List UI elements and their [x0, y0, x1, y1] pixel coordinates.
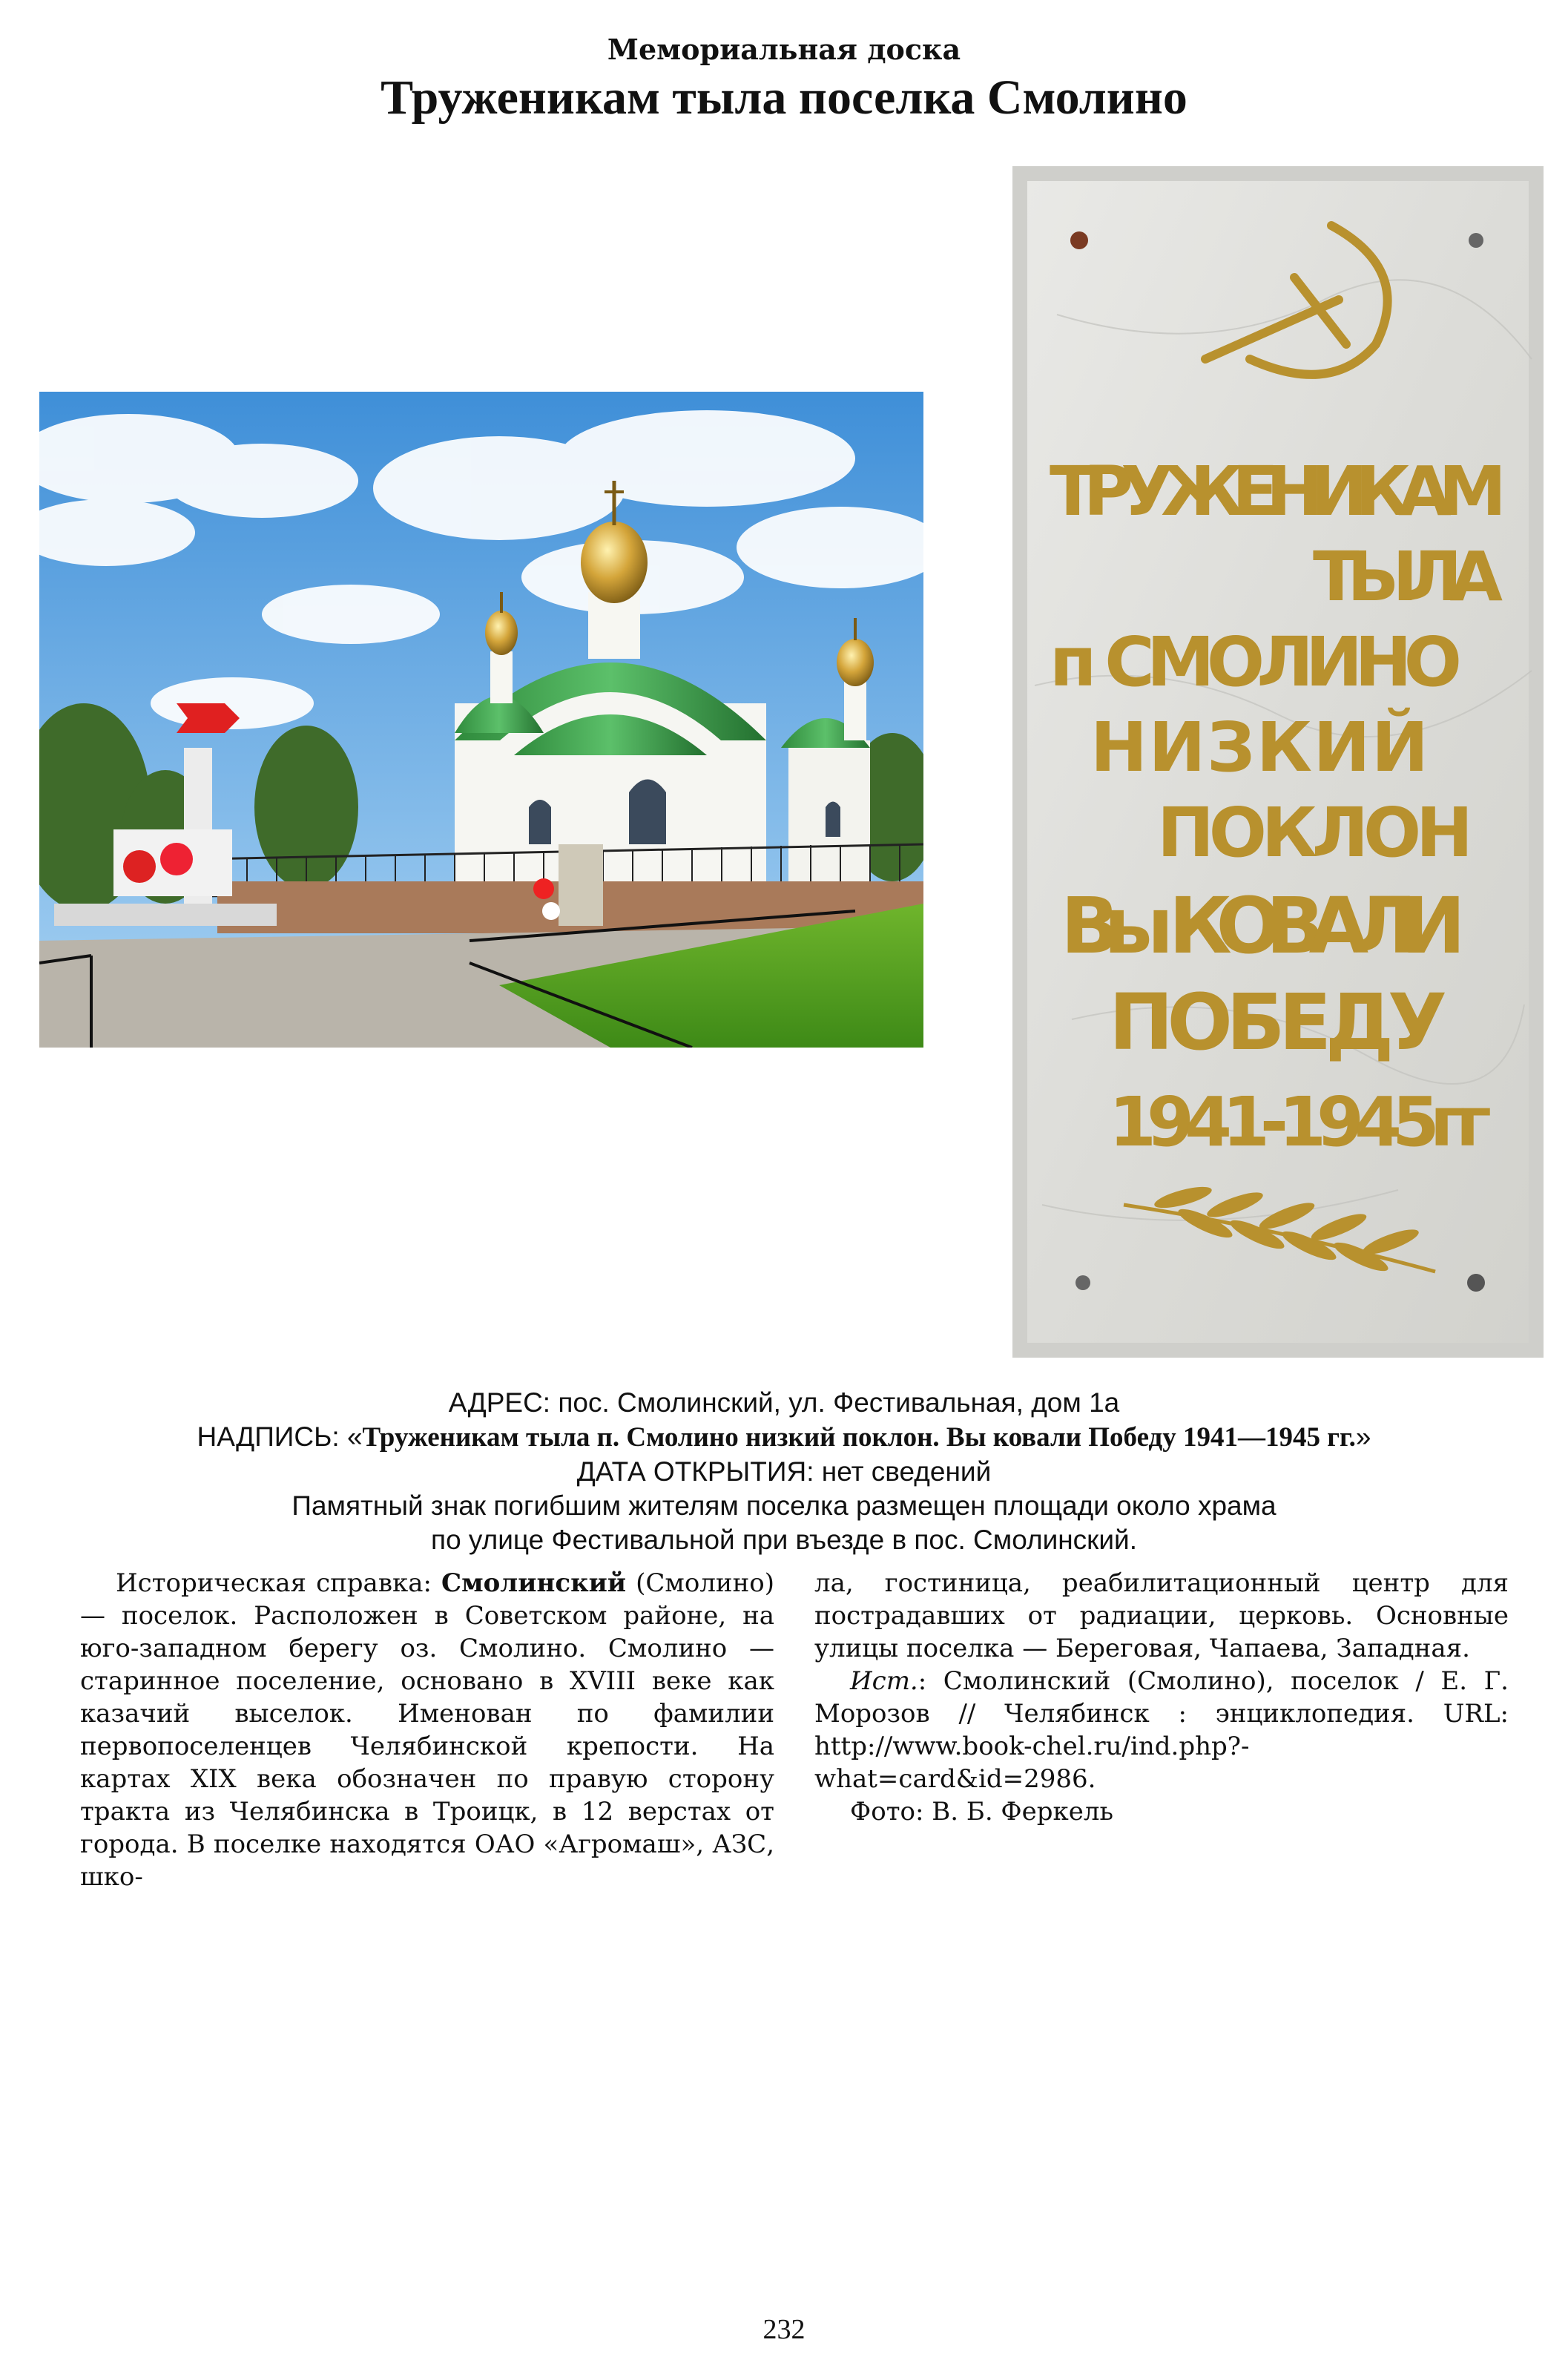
address-label: АДРЕС:	[448, 1387, 551, 1418]
note-line-1: Памятный знак погибшим жителям поселка размещен площади около храма	[291, 1490, 1277, 1521]
inscription-close-quote: »	[1355, 1421, 1371, 1452]
address-value: пос. Смолинский, ул. Фестивальная, дом 1а	[558, 1387, 1120, 1418]
history-lead: Историческая справка:	[116, 1568, 442, 1598]
photo-credit: Фото: В. Б. Феркель	[850, 1797, 1114, 1827]
plaque-line-2: ТЫЛА	[1313, 537, 1506, 617]
plaque-line-5: ПОКЛОН	[1157, 793, 1476, 872]
date-line	[0, 1455, 1568, 1489]
date-label: ДАТА ОТКРЫТИЯ:	[576, 1456, 814, 1487]
address-line	[0, 1386, 1568, 1420]
church-photo	[39, 392, 923, 1048]
history-body-right: ла, гостиница, реабилитационный центр для пострадавших от радиации, церковь. Основные улицы поселка — Береговая, Чапаева, Западная.	[814, 1568, 1509, 1663]
inscription-value: Труженикам тыла п. Смолино низкий поклон. Вы ковали Победу 1941—1945 гг.	[362, 1422, 1356, 1453]
inscription-open-quote: «	[346, 1421, 363, 1452]
plaque-line-7: ПОБЕДУ	[1109, 977, 1450, 1068]
info-block	[0, 1386, 1568, 1557]
source-label: Ист.	[850, 1666, 918, 1696]
source-text: : Смолинский (Смолино), поселок / Е. Г. Морозов // Челябинск : энциклопедия. URL: http://www.book-chel.ru/ind.php?-what=card&id=2986.	[814, 1666, 1509, 1794]
document-title: Труженикам тыла поселка Смолино	[381, 70, 1187, 125]
history-lead-bold: Смолинский	[441, 1568, 627, 1598]
history-left-column	[80, 1567, 774, 1893]
plaque-line-4: НИЗКИЙ	[1090, 708, 1432, 787]
plaque-line-3: п СМОЛИНО	[1050, 622, 1465, 702]
note-line-2: по улице Фестивальной при въезде в пос. Смолинский.	[431, 1525, 1137, 1555]
document-subtitle: Мемориальная доска	[607, 33, 961, 66]
inscription-label: НАДПИСЬ:	[197, 1421, 340, 1452]
history-right-column	[814, 1567, 1509, 1828]
plaque-line-8: 1941-1945гг	[1109, 1082, 1495, 1162]
plaque-line-6: Вы КОВАЛИ	[1061, 881, 1469, 971]
date-value: нет сведений	[821, 1456, 992, 1487]
plaque-line-1: ТРУЖЕНИКАМ	[1050, 452, 1509, 531]
page-number: 232	[762, 2314, 806, 2345]
plaque-photo	[1012, 166, 1544, 1358]
history-body-left: (Смолино) — поселок. Расположен в Советском районе, на юго-западном берегу оз. Смолино. Смолино — старинное поселение, основано в XVIII веке как казачий выселок. Именован по фамилии первопоселенцев Челябинской крепости. На картах XIX века обозначен по правую сторону тракта из Челябинска в Троицк, в 12 верстах от города. В поселке находятся ОАО «Агромаш», АЗС, шко-	[80, 1568, 774, 1892]
inscription-line	[0, 1420, 1568, 1455]
